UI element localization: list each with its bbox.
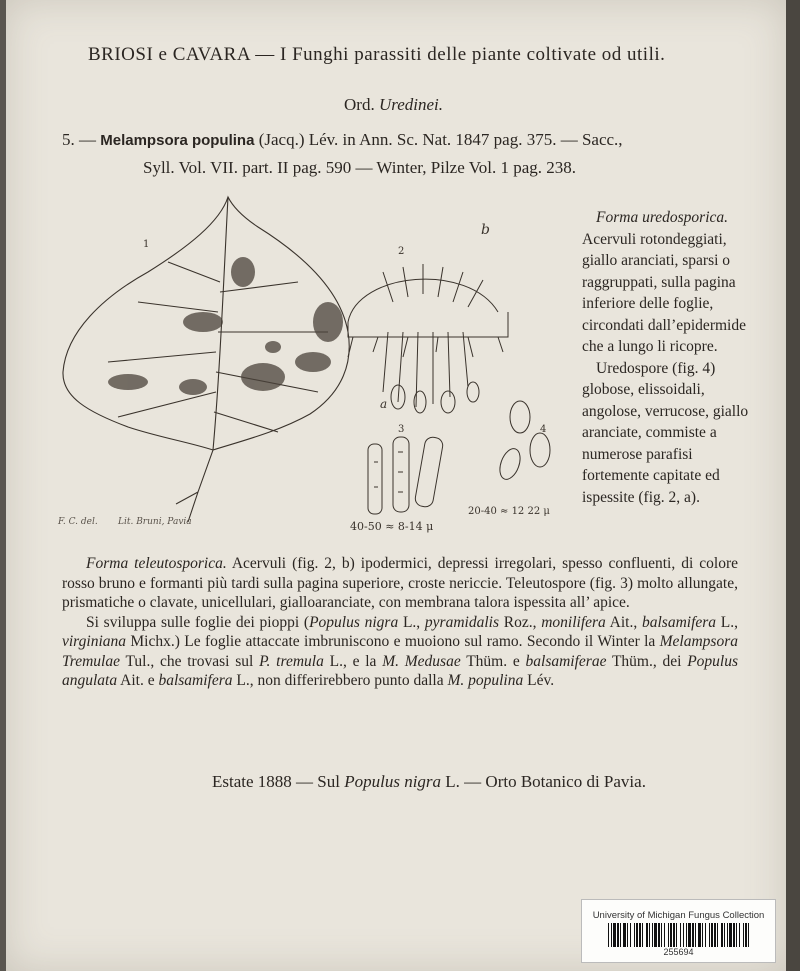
host-species: monilifera xyxy=(541,613,606,631)
barcode-bar xyxy=(649,923,650,947)
hosts-text: L., xyxy=(398,613,425,631)
barcode-bar xyxy=(745,923,747,947)
illustration-plate xyxy=(48,192,578,537)
barcode-bar xyxy=(652,923,653,947)
hosts-text: L., e la xyxy=(323,652,383,670)
hosts-paragraph xyxy=(62,613,738,691)
uredo-text-2: Uredospore (fig. 4) globose, elissoidali, angolose, verrucose, giallo aranciate, commiste a numerose parafisi fortemente capitate ed ispessite (fig. 2, a). xyxy=(582,359,749,506)
barcode-bar xyxy=(627,923,628,947)
barcode-bar xyxy=(680,923,681,947)
hosts-text: Si sviluppa sulle foglie dei pioppi ( xyxy=(86,613,310,631)
collection-locality: L. — Orto Botanico di Pavia. xyxy=(441,772,646,791)
header-authors: BRIOSI e CAVARA xyxy=(88,44,251,65)
herbarium-label-number: 255694 xyxy=(663,947,694,957)
label-a: a xyxy=(380,397,388,411)
barcode-bar xyxy=(630,923,631,947)
barcode-bar xyxy=(664,923,665,947)
barcode-bar xyxy=(608,923,609,947)
herbarium-label-title: University of Michigan Fungus Collection xyxy=(592,910,765,921)
figure-1-number: 1 xyxy=(143,239,150,250)
barcode-bar xyxy=(670,923,672,947)
barcode-bar xyxy=(661,923,662,947)
host-species: M. Medusae xyxy=(382,652,461,670)
teleuto-paragraph xyxy=(62,554,738,613)
barcode-bar xyxy=(676,923,677,947)
hosts-text: Roz., xyxy=(498,613,542,631)
barcode-bar xyxy=(634,923,635,947)
credit-lithographer: Lit. Bruni, Pavia xyxy=(118,517,192,527)
size-figure-3: 40-50 ≈ 8-14 μ xyxy=(350,520,434,533)
barcode-bar xyxy=(743,923,744,947)
barcode-bar xyxy=(698,923,701,947)
host-species: M. populina xyxy=(447,672,524,689)
host-species: virginiana xyxy=(62,633,127,650)
uredo-text: Acervuli rotondeggiati, giallo aranciati, sparsi o raggruppati, sulla pagina inferiore delle foglie, circondati dall’epidermide che a lungo li ricopre. xyxy=(582,230,746,355)
host-species: balsamiferae xyxy=(525,652,607,670)
barcode-bar xyxy=(717,923,718,947)
credit-draftsman: F. C. del. xyxy=(58,517,98,527)
barcode-bar xyxy=(733,923,735,947)
barcode-bar xyxy=(721,923,723,947)
cross-section-drawing xyxy=(348,264,508,413)
figure-3-number: 3 xyxy=(398,424,405,435)
entry-citation-1: (Jacq.) Lév. in Ann. Sc. Nat. 1847 pag. 375. — Sacc., xyxy=(258,130,623,149)
barcode-bar xyxy=(729,923,732,947)
barcode-bar xyxy=(736,923,737,947)
host-species: P. tremula xyxy=(259,652,324,670)
barcode-bar xyxy=(646,923,648,947)
barcode-bar xyxy=(688,923,691,947)
host-species: Populus nigra xyxy=(309,613,399,631)
barcode-bar xyxy=(714,923,716,947)
barcode-bar xyxy=(623,923,626,947)
barcode xyxy=(608,923,749,947)
barcode-bar xyxy=(654,923,657,947)
hosts-text: Thüm., dei xyxy=(606,652,688,670)
barcode-bar xyxy=(620,923,621,947)
barcode-bar xyxy=(639,923,641,947)
barcode-bar xyxy=(709,923,710,947)
barcode-bar xyxy=(695,923,696,947)
herbarium-label xyxy=(581,899,776,963)
barcode-bar xyxy=(683,923,684,947)
uredospore-drawing xyxy=(496,401,550,482)
order-name: Uredinei. xyxy=(378,95,444,114)
collection-line xyxy=(212,772,646,792)
barcode-bar xyxy=(658,923,660,947)
barcode-bar xyxy=(705,923,706,947)
barcode-bar xyxy=(724,923,725,947)
collection-host: Populus nigra xyxy=(344,772,442,791)
barcode-bar xyxy=(686,923,687,947)
host-species: Populus angulata xyxy=(62,652,738,689)
hosts-text: Tul., che trovasi sul xyxy=(119,652,260,670)
collection-date: Estate 1888 — Sul xyxy=(212,772,345,791)
hosts-text: Thüm. e xyxy=(460,652,526,670)
teleuto-heading: Forma teleutosporica. xyxy=(86,555,227,572)
header-series-title: — I Funghi parassiti delle piante coltivate od utili. xyxy=(255,44,666,65)
entry-line-2: Syll. Vol. VII. part. II pag. 590 — Winter, Pilze Vol. 1 pag. 238. xyxy=(143,158,577,177)
species-name: Melampsora populina xyxy=(100,132,255,149)
label-b: b xyxy=(481,222,490,238)
barcode-bar xyxy=(617,923,619,947)
teleutospore-drawing xyxy=(368,436,444,514)
page-header xyxy=(88,44,665,66)
figure-4-number: 4 xyxy=(540,424,547,435)
entry-line-1 xyxy=(62,130,623,150)
barcode-bar xyxy=(613,923,616,947)
hosts-text: Ait., xyxy=(605,613,642,631)
barcode-bar xyxy=(692,923,694,947)
barcode-bar xyxy=(668,923,669,947)
barcode-bar xyxy=(611,923,612,947)
barcode-bar xyxy=(702,923,703,947)
hosts-text: L., xyxy=(716,613,739,631)
main-description xyxy=(62,554,738,691)
teleuto-text: Acervuli (fig. 2, b) ipodermici, depressi irregolari, spesso confluenti, di colore rosso bruno e formanti più tardi sulla pagina superiore, croste nericcie. Teleutospore (fig. 3) molto allungate, prismatiche o clavate, unicellulari, gialloaranciate, con membrana talora ispessita all’ apice. xyxy=(62,555,738,611)
barcode-bar xyxy=(673,923,675,947)
sheet-edge xyxy=(786,0,800,971)
host-species: pyramidalis xyxy=(424,613,499,631)
hosts-text: Lév. xyxy=(523,672,555,689)
barcode-bar xyxy=(727,923,728,947)
size-figure-4: 20-40 ≈ 12 22 μ xyxy=(468,506,550,517)
order-line xyxy=(344,95,443,115)
barcode-bar xyxy=(636,923,638,947)
host-species: Melampsora Tremulae xyxy=(62,633,738,670)
barcode-bar xyxy=(748,923,749,947)
uredo-description xyxy=(582,207,754,508)
barcode-bar xyxy=(739,923,740,947)
hosts-text: Michx.) Le foglie attaccate imbruniscono e muoiono sul ramo. Secondo il Winter la xyxy=(126,633,660,650)
uredo-heading: Forma uredosporica. xyxy=(596,209,729,226)
barcode-bar xyxy=(711,923,713,947)
entry-number: 5. — xyxy=(62,130,96,149)
host-species: balsamifera xyxy=(642,613,717,631)
hosts-text: Ait. e xyxy=(117,672,159,689)
figure-2-number: 2 xyxy=(398,246,405,257)
hosts-text: L., non differirebbero punto dalla xyxy=(232,672,448,689)
barcode-bar xyxy=(642,923,643,947)
host-species: balsamifera xyxy=(158,672,233,689)
order-prefix: Ord. xyxy=(344,95,375,114)
